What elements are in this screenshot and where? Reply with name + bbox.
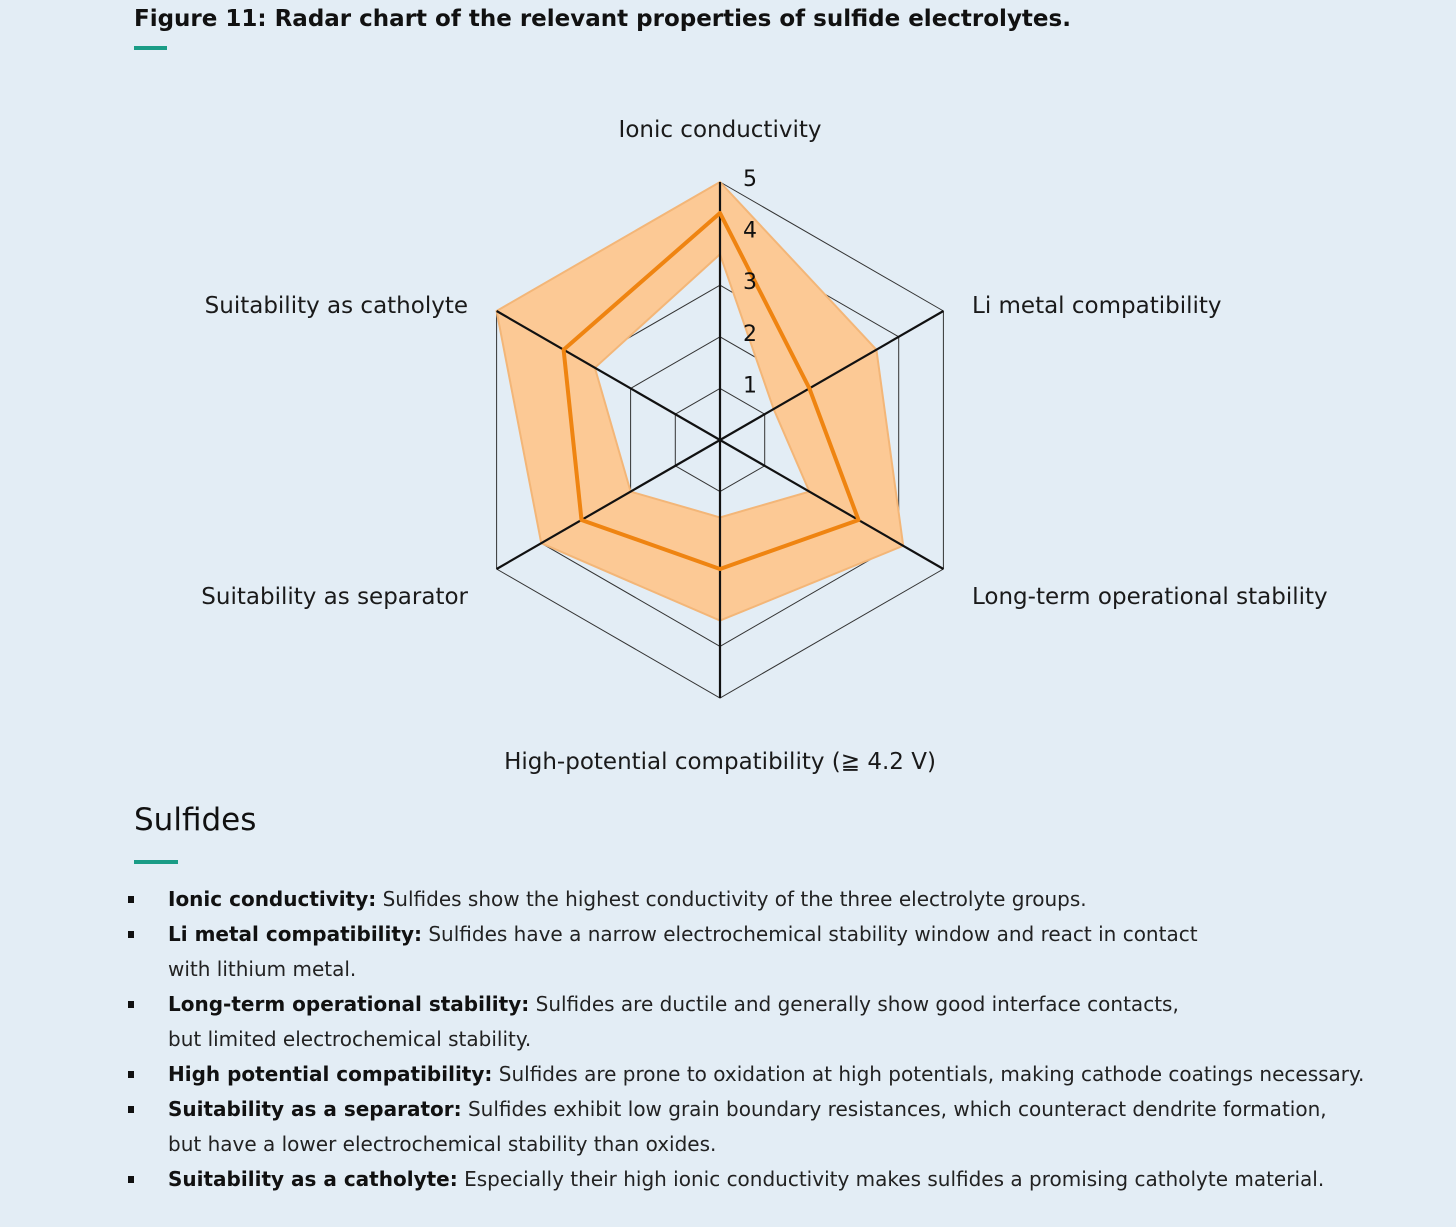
- note-ionic-conductivity: Ionic conductivity: Sulfides show the highest conductivity of the three electrolyte groups.: [128, 882, 1378, 917]
- section-accent-bar: [134, 860, 178, 864]
- tick-label-2: 2: [743, 321, 757, 347]
- property-notes: [128, 882, 1378, 1197]
- radar-band: [497, 182, 904, 621]
- note-high-potential-compatibility: High potential compatibility: Sulfides are prone to oxidation at high potentials, making cathode coatings necessary.: [128, 1057, 1378, 1092]
- note-suitability-separator: Suitability as a separator: Sulfides exhibit low grain boundary resistances, which counteract dendrite formation, but have a lower electrochemical stability than oxides.: [128, 1092, 1378, 1162]
- tick-label-1: 1: [743, 373, 757, 399]
- section-title: Sulfides: [134, 802, 257, 838]
- bullet-icon: [128, 931, 134, 938]
- bullet-icon: [128, 1001, 134, 1008]
- axis-label-2: Long-term operational stability: [972, 584, 1328, 610]
- note-suitability-catholyte: Suitability as a catholyte: Especially their high ionic conductivity makes sulfides a promising catholyte material.: [128, 1162, 1378, 1197]
- bullet-icon: [128, 896, 134, 903]
- note-long-term-stability: Long-term operational stability: Sulfides are ductile and generally show good interface contacts, but limited electrochemical stability.: [128, 987, 1378, 1057]
- axis-label-4: Suitability as separator: [201, 584, 468, 610]
- radar-chart: [0, 90, 1456, 790]
- figure-title: Figure 11: Radar chart of the relevant properties of sulfide electrolytes.: [134, 6, 1071, 32]
- axis-label-0: Ionic conductivity: [618, 117, 822, 143]
- axis-label-1: Li metal compatibility: [972, 293, 1222, 319]
- title-accent-bar: [134, 46, 167, 50]
- bullet-icon: [128, 1106, 134, 1113]
- tick-label-5: 5: [743, 167, 757, 192]
- tick-label-4: 4: [743, 218, 757, 244]
- range-band: [497, 182, 904, 621]
- bullet-icon: [128, 1176, 134, 1183]
- bullet-icon: [128, 1071, 134, 1078]
- tick-label-3: 3: [743, 270, 757, 296]
- note-li-metal-compatibility: Li metal compatibility: Sulfides have a narrow electrochemical stability window and react in contact with lithium metal.: [128, 917, 1378, 987]
- axis-label-3: High-potential compatibility (≧ 4.2 V): [504, 749, 936, 775]
- axis-label-5: Suitability as catholyte: [204, 293, 468, 319]
